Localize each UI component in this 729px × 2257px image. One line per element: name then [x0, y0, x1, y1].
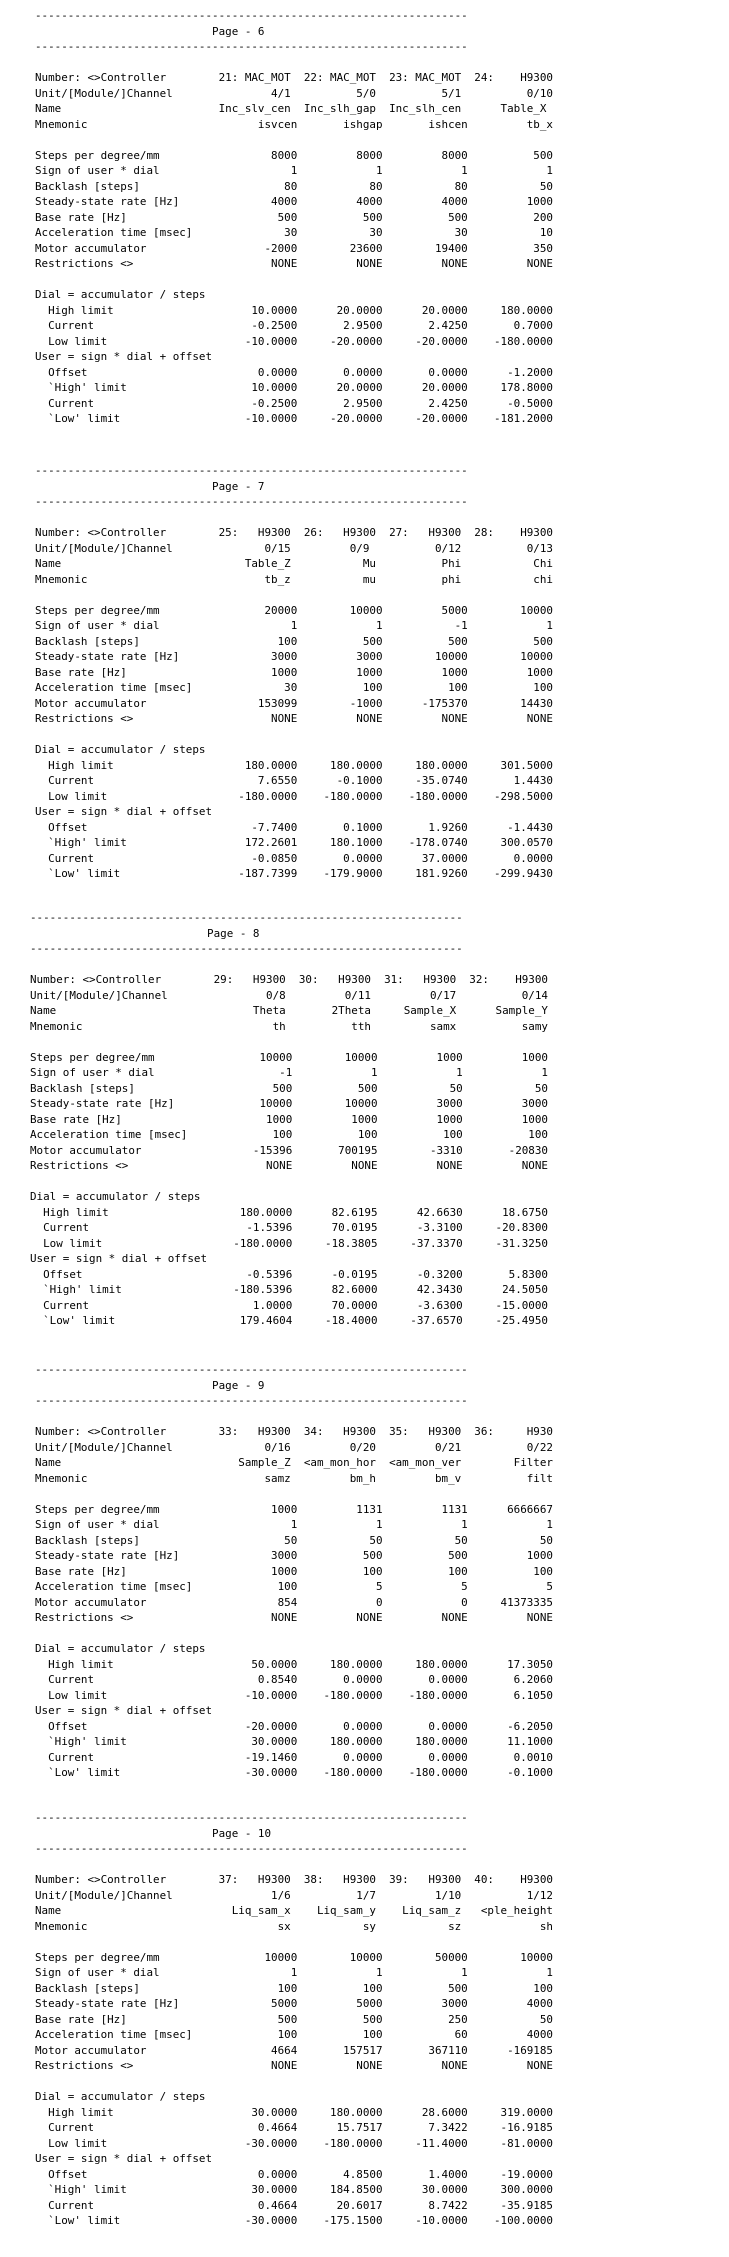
page-9-block: ------------------------------------------------------------------ Page - 9 ------------------------------------------------------------------ Number: <>Controller 33: H9300 34: H9300 35: H9300 36: H930 Unit/[Module/]Channel 0/16 0/20 0/21 0/22 Name Sample_Z <am_mon_hor <am_mon_ver Filter Mnemonic samz bm_h bm_v filt Steps per degree/mm 1000 1131 1131 6666667 Sign of user * dial 1 1 1 1 Backlash [steps] 50 50 50 50 Steady-state rate [Hz] 3000 500 500 1000 Base rate [Hz] 1000 100 100 100 Acceleration time [msec] 100 5 5 5 Motor accumulator 854 0 0 41373335 Restrictions <> NONE NONE NONE NONE Dial = accumulator / steps High limit 50.0000 180.0000 180.0000 17.3050 Current 0.8540 0.0000 0.0000 6.2060 Low limit -10.0000 -180.0000 -180.0000 6.1050 User = sign * dial + offset Offset -20.0000 0.0000 0.0000 -6.2050 `High' limit 30.0000 180.0000 180.0000 11.1000 Current -19.1460 0.0000 0.0000 0.0010 `Low' limit -30.0000 -180.0000 -180.0000 -0.1000 [35, 1363, 553, 1779]
page-6-block: ------------------------------------------------------------------ Page - 6 ------------------------------------------------------------------ Number: <>Controller 21: MAC_MOT 22: MAC_MOT 23: MAC_MOT 24: H9300 Unit/[Module/]Channel 4/1 5/0 5/1 0/10 Name Inc_slv_cen Inc_slh_gap Inc_slh_cen Table_X Mnemonic isvcen ishgap ishcen tb_x Steps per degree/mm 8000 8000 8000 500 Sign of user * dial 1 1 1 1 Backlash [steps] 80 80 80 50 Steady-state rate [Hz] 4000 4000 4000 1000 Base rate [Hz] 500 500 500 200 Acceleration time [msec] 30 30 30 10 Motor accumulator -2000 23600 19400 350 Restrictions <> NONE NONE NONE NONE Dial = accumulator / steps High limit 10.0000 20.0000 20.0000 180.0000 Current -0.2500 2.9500 2.4250 0.7000 Low limit -10.0000 -20.0000 -20.0000 -180.0000 User = sign * dial + offset Offset 0.0000 0.0000 0.0000 -1.2000 `High' limit 10.0000 20.0000 20.0000 178.8000 Current -0.2500 2.9500 2.4250 -0.5000 `Low' limit -10.0000 -20.0000 -20.0000 -181.2000 [35, 9, 553, 425]
page-10-block: ------------------------------------------------------------------ Page - 10 ------------------------------------------------------------------ Number: <>Controller 37: H9300 38: H9300 39: H9300 40: H9300 Unit/[Module/]Channel 1/6 1/7 1/10 1/12 Name Liq_sam_x Liq_sam_y Liq_sam_z <ple_height Mnemonic sx sy sz sh Steps per degree/mm 10000 10000 50000 10000 Sign of user * dial 1 1 1 1 Backlash [steps] 100 100 500 100 Steady-state rate [Hz] 5000 5000 3000 4000 Base rate [Hz] 500 500 250 50 Acceleration time [msec] 100 100 60 4000 Motor accumulator 4664 157517 367110 -169185 Restrictions <> NONE NONE NONE NONE Dial = accumulator / steps High limit 30.0000 180.0000 28.6000 319.0000 Current 0.4664 15.7517 7.3422 -16.9185 Low limit -30.0000 -180.0000 -11.4000 -81.0000 User = sign * dial + offset Offset 0.0000 4.8500 1.4000 -19.0000 `High' limit 30.0000 184.8500 30.0000 300.0000 Current 0.4664 20.6017 8.7422 -35.9185 `Low' limit -30.0000 -175.1500 -10.0000 -100.0000 [35, 1811, 553, 2227]
page-7-block: ------------------------------------------------------------------ Page - 7 ------------------------------------------------------------------ Number: <>Controller 25: H9300 26: H9300 27: H9300 28: H9300 Unit/[Module/]Channel 0/15 0/9 0/12 0/13 Name Table_Z Mu Phi Chi Mnemonic tb_z mu phi chi Steps per degree/mm 20000 10000 5000 10000 Sign of user * dial 1 1 -1 1 Backlash [steps] 100 500 500 500 Steady-state rate [Hz] 3000 3000 10000 10000 Base rate [Hz] 1000 1000 1000 1000 Acceleration time [msec] 30 100 100 100 Motor accumulator 153099 -1000 -175370 14430 Restrictions <> NONE NONE NONE NONE Dial = accumulator / steps High limit 180.0000 180.0000 180.0000 301.5000 Current 7.6550 -0.1000 -35.0740 1.4430 Low limit -180.0000 -180.0000 -180.0000 -298.5000 User = sign * dial + offset Offset -7.7400 0.1000 1.9260 -1.4430 `High' limit 172.2601 180.1000 -178.0740 300.0570 Current -0.0850 0.0000 37.0000 0.0000 `Low' limit -187.7399 -179.9000 181.9260 -299.9430 [35, 464, 553, 880]
page-8-block: ------------------------------------------------------------------ Page - 8 ------------------------------------------------------------------ Number: <>Controller 29: H9300 30: H9300 31: H9300 32: H9300 Unit/[Module/]Channel 0/8 0/11 0/17 0/14 Name Theta 2Theta Sample_X Sample_Y Mnemonic th tth samx samy Steps per degree/mm 10000 10000 1000 1000 Sign of user * dial -1 1 1 1 Backlash [steps] 500 500 50 50 Steady-state rate [Hz] 10000 10000 3000 3000 Base rate [Hz] 1000 1000 1000 1000 Acceleration time [msec] 100 100 100 100 Motor accumulator -15396 700195 -3310 -20830 Restrictions <> NONE NONE NONE NONE Dial = accumulator / steps High limit 180.0000 82.6195 42.6630 18.6750 Current -1.5396 70.0195 -3.3100 -20.8300 Low limit -180.0000 -18.3805 -37.3370 -31.3250 User = sign * dial + offset Offset -0.5396 -0.0195 -0.3200 5.8300 `High' limit -180.5396 82.6000 42.3430 24.5050 Current 1.0000 70.0000 -3.6300 -15.0000 `Low' limit 179.4604 -18.4000 -37.6570 -25.4950 [30, 911, 548, 1327]
